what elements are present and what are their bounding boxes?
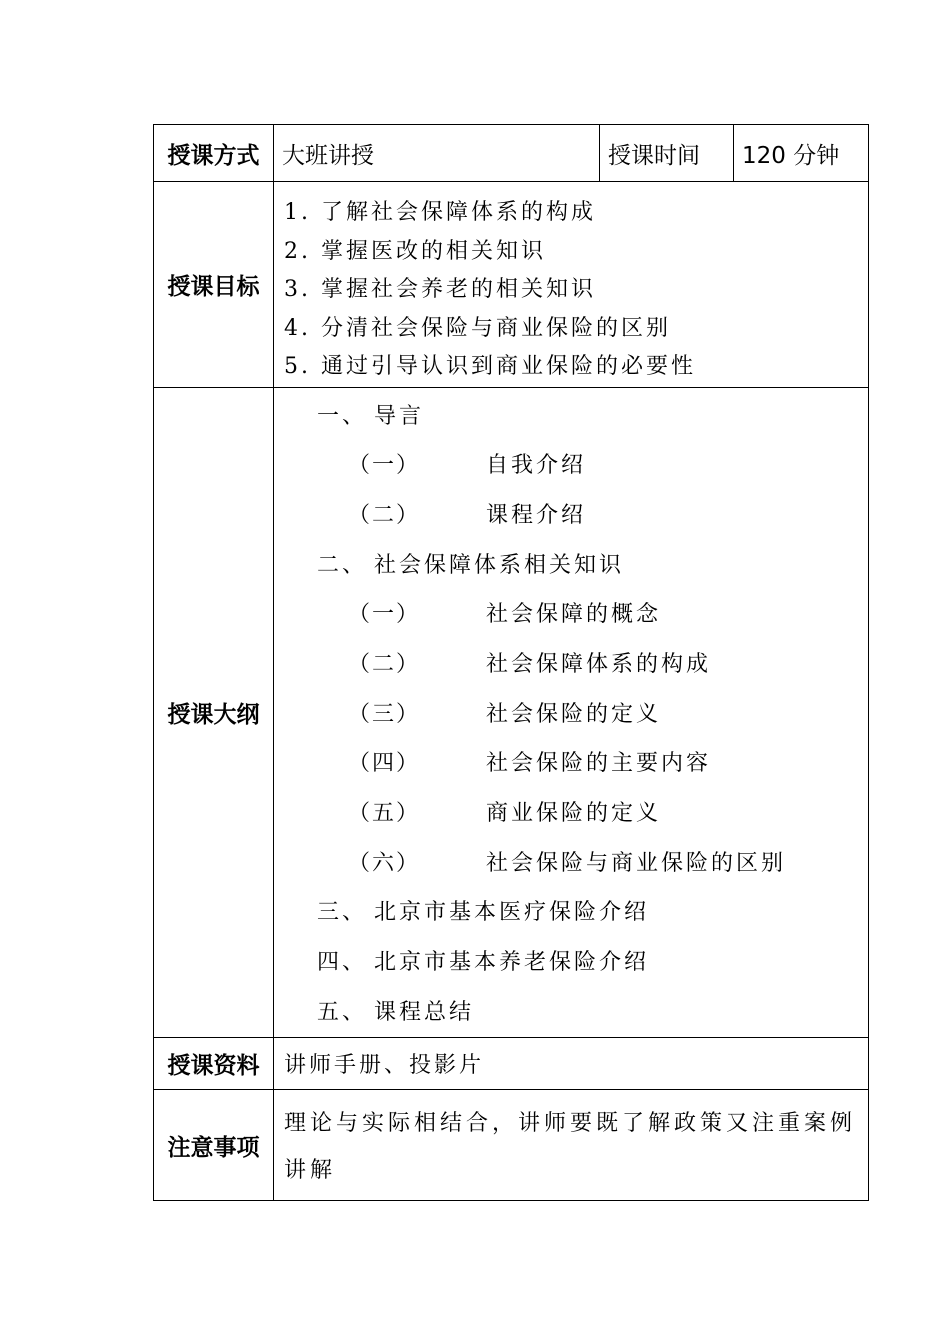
- outline-number: （一）: [348, 453, 421, 479]
- outline-number: 一、: [317, 403, 368, 429]
- outline-number: 三、: [317, 900, 368, 926]
- outline-item: [274, 541, 868, 591]
- outline-item: [274, 441, 868, 491]
- objectives-list: [274, 182, 869, 388]
- outline-item: [274, 988, 868, 1038]
- outline-text: 社会保障体系相关知识: [374, 552, 625, 578]
- outline-text: 社会保险的定义: [486, 701, 662, 727]
- outline-item: [274, 392, 868, 442]
- outline-number: 二、: [317, 552, 368, 578]
- outline-item: [274, 590, 868, 640]
- outline-text: 北京市基本医疗保险介绍: [374, 900, 650, 926]
- outline-number: （二）: [348, 502, 421, 528]
- materials-row: [154, 1038, 869, 1090]
- objective-item: 5. 通过引导认识到商业保险的必要性: [284, 354, 696, 379]
- outline-number: （五）: [348, 801, 421, 826]
- materials-value: 讲师手册、投影片: [274, 1038, 869, 1090]
- objective-item: 3. 掌握社会养老的相关知识: [284, 277, 596, 302]
- outline-text: 商业保险的定义: [486, 801, 662, 826]
- outline-number: （一）: [348, 602, 421, 628]
- objective-item: 1. 了解社会保障体系的构成: [284, 200, 596, 225]
- course-plan-table: [153, 124, 869, 1201]
- outline-number: （三）: [348, 701, 421, 727]
- outline-number: 四、: [317, 950, 368, 976]
- objectives-label: 授课目标: [154, 182, 274, 388]
- outline-label: 授课大纲: [154, 387, 274, 1038]
- method-value: 大班讲授: [274, 125, 600, 182]
- outline-text: 导言: [374, 403, 425, 429]
- objective-item: 2. 掌握医改的相关知识: [284, 238, 546, 264]
- outline-item: [274, 938, 868, 988]
- outline-item: [274, 690, 868, 740]
- outline-text: 社会保障的概念: [486, 602, 662, 628]
- method-row: [154, 125, 869, 182]
- notes-row: [154, 1090, 869, 1201]
- outline-row: [154, 387, 869, 1038]
- outline-number: （二）: [348, 651, 421, 677]
- outline-item: [274, 640, 868, 690]
- outline-text: 社会保障体系的构成: [486, 651, 712, 677]
- time-value: 120 分钟: [734, 125, 869, 182]
- outline-item: [274, 491, 868, 541]
- outline-text: 课程介绍: [486, 502, 587, 528]
- outline-text: 社会保险与商业保险的区别: [486, 850, 787, 876]
- outline-number: （四）: [348, 751, 421, 777]
- objective-item: 4. 分清社会保险与商业保险的区别: [284, 315, 671, 341]
- notes-value: 理论与实际相结合，讲师要既了解政策又注重案例讲解: [274, 1090, 869, 1201]
- materials-label: 授课资料: [154, 1038, 274, 1090]
- outline-text: 自我介绍: [486, 453, 587, 479]
- method-label: 授课方式: [154, 125, 274, 182]
- notes-label: 注意事项: [154, 1090, 274, 1201]
- outline-list: [274, 387, 869, 1038]
- outline-text: 课程总结: [374, 999, 475, 1025]
- outline-number: （六）: [348, 850, 421, 876]
- outline-item: [274, 739, 868, 789]
- outline-item: [274, 888, 868, 938]
- objectives-row: [154, 182, 869, 388]
- outline-item: [274, 789, 868, 839]
- outline-text: 北京市基本养老保险介绍: [374, 950, 650, 976]
- outline-number: 五、: [317, 999, 368, 1025]
- outline-text: 社会保险的主要内容: [486, 751, 712, 777]
- time-label: 授课时间: [600, 125, 734, 182]
- outline-item: [274, 839, 868, 889]
